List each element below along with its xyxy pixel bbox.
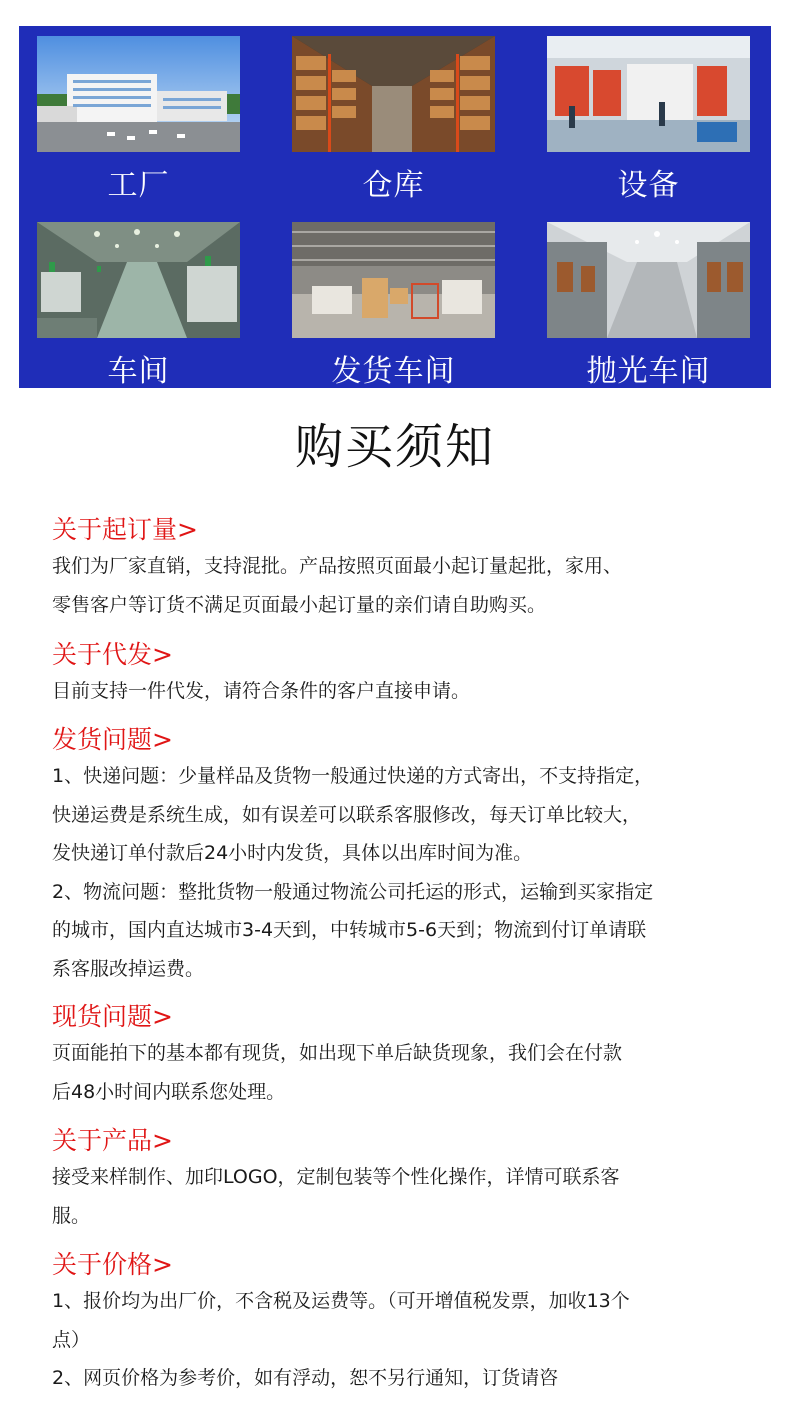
section-heading: 关于起订量>	[52, 515, 198, 544]
tile-caption: 工厂	[107, 168, 170, 203]
section-shipping	[52, 723, 762, 988]
section-price	[52, 1248, 762, 1398]
tile-factory	[37, 36, 240, 204]
section-minimum-order	[52, 513, 762, 624]
section-line: 1、快递问题：少量样品及货物一般通过快递的方式寄出，不支持指定，	[52, 765, 654, 787]
tile-caption: 设备	[617, 168, 680, 203]
section-heading: 现货问题>	[52, 1002, 173, 1031]
section-line: 发快递订单付款后24小时内发货，具体以出库时间为准。	[52, 842, 533, 864]
section-line: 页面能拍下的基本都有现货，如出现下单后缺货现象，我们会在付款	[52, 1042, 623, 1064]
tile-warehouse	[292, 36, 495, 204]
section-line: 2、物流问题：整批货物一般通过物流公司托运的形式，运输到买家指定	[52, 880, 654, 903]
polishing-workshop-photo	[547, 222, 750, 338]
tile-shipping-workshop	[292, 222, 495, 390]
section-line: 目前支持一件代发，请符合条件的客户直接申请。	[52, 680, 471, 702]
factory-photo	[37, 36, 240, 152]
section-line: 服。	[52, 1204, 91, 1227]
tile-equipment	[547, 36, 750, 204]
tile-caption: 仓库	[362, 168, 425, 203]
section-line: 系客服改掉运费。	[52, 957, 205, 980]
section-stock	[52, 1000, 762, 1111]
section-line: 零售客户等订货不满足页面最小起订量的亲们请自助购买。	[52, 593, 547, 616]
section-dropshipping	[52, 638, 762, 711]
section-line: 快递运费是系统生成，如有误差可以联系客服修改，每天订单比较大，	[52, 803, 642, 826]
section-heading: 关于代发>	[52, 640, 173, 669]
section-line: 点）	[52, 1328, 91, 1351]
equipment-photo	[547, 36, 750, 152]
section-heading: 发货问题>	[52, 725, 173, 754]
shipping-workshop-photo	[292, 222, 495, 338]
section-line: 1、报价均为出厂价，不含税及运费等。（可开增值税发票，加收13个	[52, 1290, 630, 1312]
tile-workshop	[37, 222, 240, 390]
section-heading: 关于价格>	[52, 1250, 173, 1279]
facility-banner	[19, 26, 771, 388]
tile-polishing-workshop	[547, 222, 750, 390]
tile-caption: 车间	[107, 354, 170, 389]
section-line: 后48小时间内联系您处理。	[52, 1080, 286, 1103]
section-product	[52, 1124, 762, 1235]
page-title: 购买须知	[294, 419, 495, 475]
section-line: 我们为厂家直销，支持混批。产品按照页面最小起订量起批，家用、	[52, 555, 623, 577]
tile-caption: 发货车间	[331, 354, 456, 389]
section-line: 的城市，国内直达城市3-4天到，中转城市5-6天到；物流到付订单请联	[52, 919, 647, 941]
section-line: 2、网页价格为参考价，如有浮动，恕不另行通知，订货请咨	[52, 1367, 559, 1389]
workshop-photo	[37, 222, 240, 338]
section-line: 接受来样制作、加印LOGO，定制包装等个性化操作，详情可联系客	[52, 1166, 620, 1188]
tile-caption: 抛光车间	[586, 354, 711, 389]
warehouse-photo	[292, 36, 495, 152]
section-heading: 关于产品>	[52, 1126, 173, 1155]
